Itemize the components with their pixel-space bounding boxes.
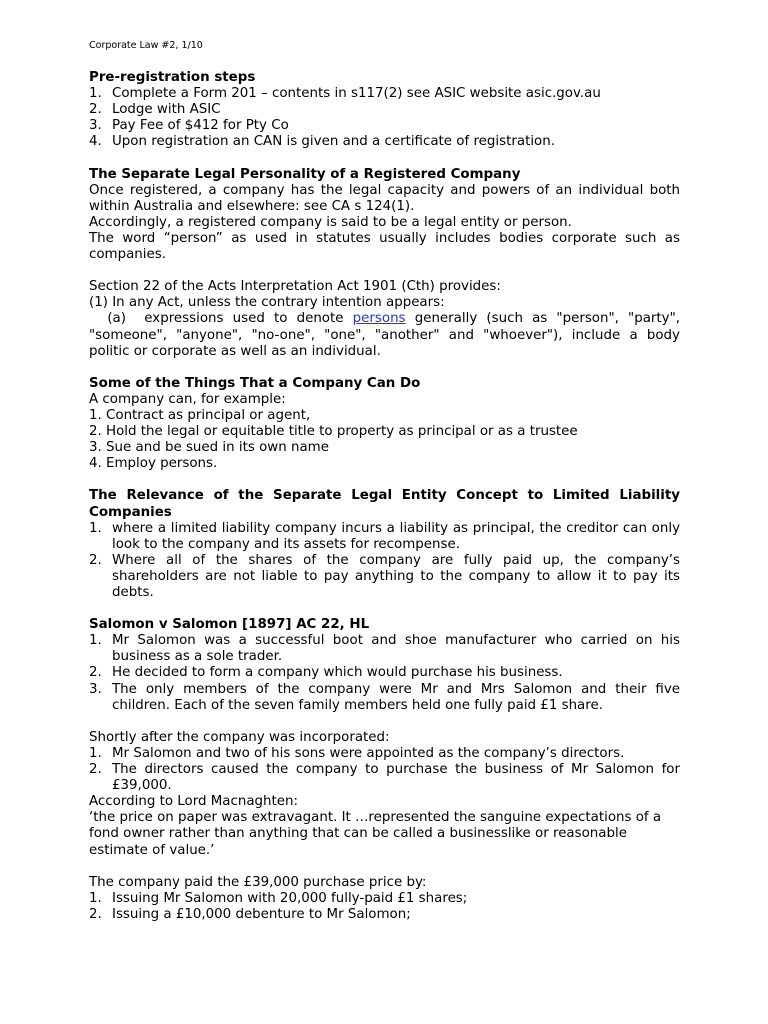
paragraph-definition: (a) expressions used to denote persons generally (such as "person", "party", "someone", "anyone", "no-one", "one", "another" and "whoever"), include a body politic or corporate as well as an individual. (89, 311, 685, 359)
paragraph: Shortly after the company was incorporated: (89, 729, 390, 745)
paragraph: According to Lord Macnaghten: (89, 794, 299, 810)
list-item: 1. Issuing Mr Salomon with 20,000 fully-paid £1 shares; (89, 890, 468, 906)
list-limited-liability (89, 521, 680, 601)
heading-pre-registration: Pre-registration steps (89, 70, 256, 85)
paragraph: The word “person” as used in statutes usually includes bodies corporate such as companies. (89, 230, 680, 263)
list-item: 2. Where all of the shares of the company are fully paid up, the company’s shareholders are not liable to pay anything to the company to allow it to pay its debts. (89, 552, 680, 600)
list-item: 2. Lodge with ASIC (89, 102, 221, 118)
list-item: 2. Hold the legal or equitable title to property as principal or as a trustee (89, 424, 578, 440)
list-purchase-price (89, 891, 680, 923)
list-item: 3. Sue and be sued in its own name (89, 440, 329, 456)
paragraph: A company can, for example: (89, 391, 286, 407)
list-item: 3. The only members of the company were Mr and Mrs Salomon and their five children. Each of the seven family members held one fully paid £1 share. (89, 681, 680, 713)
heading-separate-legal-personality: The Separate Legal Personality of a Registered Company (89, 166, 521, 182)
paragraph: The company paid the £39,000 purchase price by: (89, 874, 427, 890)
quote: ‘the price on paper was extravagant. It …represented the sanguine expectations of a fond owner rather than anything that can be called a businesslike or reasonable estimate of value.’ (89, 810, 662, 858)
paragraph: Accordingly, a registered company is said to be a legal entity or person. (89, 214, 572, 230)
list-item: 2. Issuing a £10,000 debenture to Mr Salomon; (89, 906, 411, 922)
list-item: 1. Mr Salomon was a successful boot and shoe manufacturer who carried on his business as a sole trader. (89, 633, 680, 665)
heading-things-company-can-do: Some of the Things That a Company Can Do (89, 375, 421, 391)
document-body (89, 40, 685, 923)
heading-salomon-case: Salomon v Salomon [1897] AC 22, HL (89, 617, 370, 633)
paragraph: Once registered, a company has the legal capacity and powers of an individual both within Australia and elsewhere: see CA s 124(1). (89, 182, 680, 214)
heading-limited-liability: The Relevance of the Separate Legal Entity Concept to Limited Liability Companies (89, 488, 680, 520)
list-item: 1. Mr Salomon and two of his sons were appointed as the company’s directors. (89, 745, 625, 761)
paragraph: (1) In any Act, unless the contrary intention appears: (89, 295, 445, 311)
list-item: 4. Upon registration an CAN is given and a certificate of registration. (89, 134, 555, 150)
list-salomon-incorporation (89, 746, 680, 794)
paragraph: Section 22 of the Acts Interpretation Act 1901 (Cth) provides: (89, 279, 501, 295)
list-item: 3. Pay Fee of $412 for Pty Co (89, 118, 289, 134)
list-item: 2. He decided to form a company which would purchase his business. (89, 665, 563, 681)
list-salomon-facts (89, 633, 680, 713)
list-item: 4. Employ persons. (89, 456, 218, 472)
list-item: 1. Complete a Form 201 – contents in s117(2) see ASIC website asic.gov.au (89, 86, 601, 102)
list-pre-registration (89, 86, 680, 150)
list-item: 1. Contract as principal or agent, (89, 407, 311, 423)
list-item: 2. The directors caused the company to purchase the business of Mr Salomon for £39,000. (89, 762, 680, 794)
page-header: Corporate Law #2, 1/10 (89, 40, 203, 51)
persons-link[interactable]: persons (352, 311, 406, 327)
list-item: 1. where a limited liability company incurs a liability as principal, the creditor can only look to the company and its assets for recompense. (89, 520, 680, 552)
